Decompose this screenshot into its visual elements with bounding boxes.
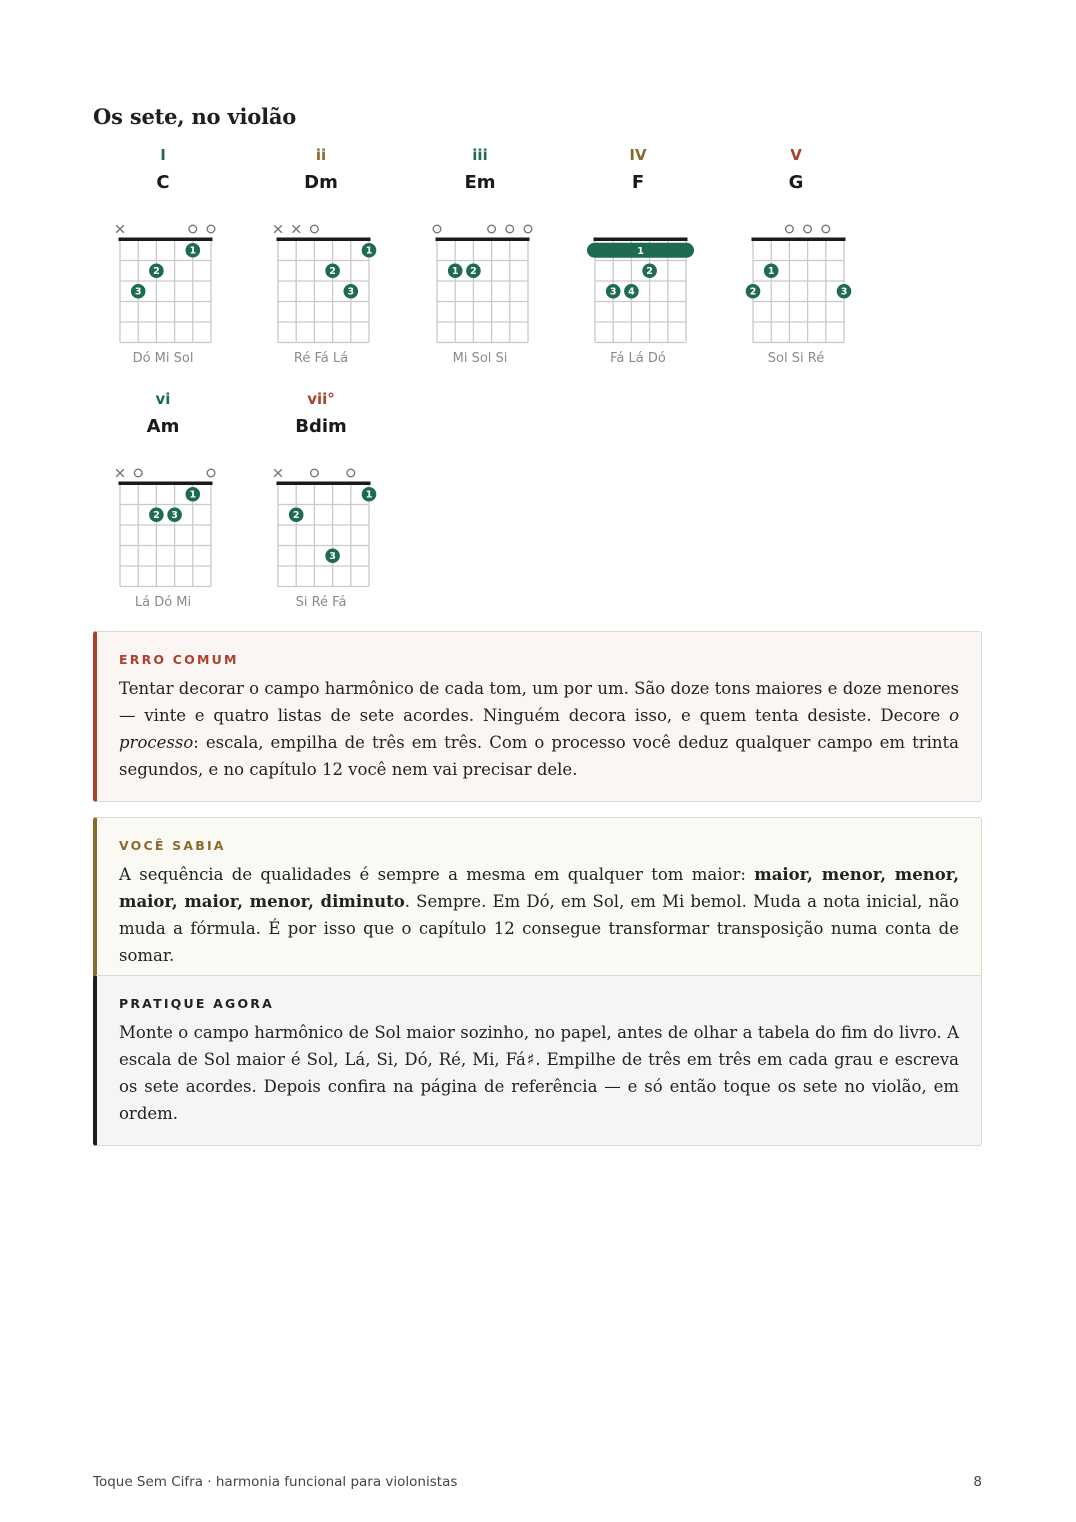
- nut: [277, 482, 371, 486]
- muted-string-icon: [292, 225, 300, 233]
- chord-notes: Dó Mi Sol: [132, 351, 194, 366]
- chord-degree: iii: [472, 146, 488, 164]
- finger-number: 3: [134, 286, 142, 298]
- chord-diagram: [568, 206, 708, 346]
- open-string-icon: [134, 469, 142, 477]
- finger-number: 1: [189, 245, 197, 257]
- open-string-icon: [189, 225, 197, 233]
- chord-name: Dm: [304, 172, 338, 193]
- muted-string-icon: [274, 469, 282, 477]
- nut: [119, 238, 213, 242]
- muted-string-icon: [274, 225, 282, 233]
- finger-number: 1: [365, 245, 373, 257]
- finger-number: 1: [365, 489, 373, 501]
- finger-number: 3: [171, 510, 178, 522]
- finger-number: 2: [153, 510, 160, 522]
- callout-erro-comum: [93, 631, 982, 802]
- chord-degree: ii: [315, 146, 327, 164]
- finger-number: 2: [292, 510, 300, 522]
- open-string-icon: [786, 225, 794, 233]
- chord-diagrams: [0, 0, 1076, 640]
- chord-degree: I: [160, 146, 166, 164]
- callout-text: A sequência de qualidades é sempre a mesma em qualquer tom maior:: [119, 865, 755, 884]
- chord-name: C: [156, 172, 170, 193]
- footer-title: Toque Sem Cifra · harmonia funcional para violonistas: [93, 1474, 458, 1490]
- callout-text: Tentar decorar o campo harmônico de cada tom, um por um. São doze tons maiores e doze menores — vinte e quatro listas de sete acordes. Ninguém decora isso, e quem tenta desiste. Decore: [119, 679, 959, 725]
- open-string-icon: [506, 225, 514, 233]
- callout-body: [119, 861, 959, 969]
- finger-number: 1: [767, 266, 775, 278]
- open-string-icon: [822, 225, 830, 233]
- finger-number: 1: [451, 266, 459, 278]
- finger-number: 2: [153, 266, 160, 278]
- chord-notes: Lá Dó Mi: [134, 595, 192, 610]
- open-string-icon: [804, 225, 812, 233]
- nut: [119, 482, 213, 486]
- chord-notes: Sol Si Ré: [767, 351, 825, 366]
- open-string-icon: [347, 469, 355, 477]
- chord-diagram: [726, 206, 866, 346]
- open-string-icon: [311, 225, 319, 233]
- chord-name: F: [631, 172, 645, 193]
- finger-number: 3: [347, 286, 355, 298]
- open-string-icon: [433, 225, 441, 233]
- finger-number: 3: [329, 551, 336, 563]
- chord-degree: vi: [155, 390, 171, 408]
- callout-body: Monte o campo harmônico de Sol maior sozinho, no papel, antes de olhar a tabela do fim do livro. A escala de Sol maior é Sol, Lá, Si, Dó, Ré, Mi, Fá♯. Empilhe de três em três em cada grau e escreva os sete acordes. Depois confira na página de referência — e só então toque os sete no violão, em ordem.: [119, 1023, 959, 1123]
- chord-notes: Mi Sol Si: [452, 351, 508, 366]
- nut: [436, 238, 530, 242]
- chord-diagram: [251, 206, 391, 346]
- nut: [277, 238, 371, 242]
- page-number: 8: [973, 1474, 982, 1490]
- chord-diagram: [93, 450, 233, 590]
- chord-notes: Fá Lá Dó: [610, 351, 666, 366]
- chord-name: Am: [146, 416, 180, 437]
- callout-label: PRATIQUE AGORA: [119, 996, 274, 1011]
- open-string-icon: [524, 225, 532, 233]
- callout-emphasis: o processo: [119, 706, 959, 752]
- chord-degree: vii°: [307, 390, 335, 408]
- callout-voce-sabia: [93, 817, 982, 988]
- finger-number: 1: [189, 489, 197, 501]
- muted-string-icon: [116, 469, 124, 477]
- nut: [594, 238, 688, 242]
- finger-number: 2: [646, 266, 653, 278]
- chord-degree: V: [790, 146, 802, 164]
- chord-name: G: [788, 172, 804, 193]
- finger-number: 4: [628, 286, 635, 298]
- chord-notes: Ré Fá Lá: [293, 351, 349, 366]
- callout-text: : escala, empilha de três em três. Com o processo você deduz qualquer campo em trinta segundos, e no capítulo 12 você nem vai precisar dele.: [119, 733, 959, 779]
- chord-degree: IV: [629, 146, 647, 164]
- finger-number: 2: [749, 286, 757, 298]
- open-string-icon: [207, 225, 215, 233]
- chord-diagram: [251, 450, 391, 590]
- callout-label: ERRO COMUM: [119, 652, 239, 667]
- nut: [752, 238, 846, 242]
- finger-number: 3: [840, 286, 848, 298]
- callout-label: VOCÊ SABIA: [119, 838, 226, 853]
- chord-notes: Si Ré Fá: [295, 595, 347, 610]
- finger-number: 2: [329, 266, 336, 278]
- open-string-icon: [311, 469, 319, 477]
- finger-number: 2: [470, 266, 477, 278]
- section-title: Os sete, no violão: [93, 104, 297, 129]
- open-string-icon: [488, 225, 496, 233]
- callout-body: [119, 675, 959, 783]
- chord-name: Bdim: [295, 416, 347, 437]
- finger-number: 3: [609, 286, 617, 298]
- chord-diagram: [93, 206, 233, 346]
- callout-pratique-agora: [93, 975, 982, 1146]
- barre-finger-label: 1: [637, 245, 644, 257]
- chord-diagram: [410, 206, 550, 346]
- callout-text: . Sempre. Em Dó, em Sol, em Mi bemol. Muda a nota inicial, não muda a fórmula. É por isso que o capítulo 12 consegue transformar transposição numa conta de somar.: [119, 892, 960, 965]
- muted-string-icon: [116, 225, 124, 233]
- chord-name: Em: [464, 172, 496, 193]
- open-string-icon: [207, 469, 215, 477]
- callout-bold: maior, menor, menor, maior, maior, menor, diminuto: [119, 865, 959, 911]
